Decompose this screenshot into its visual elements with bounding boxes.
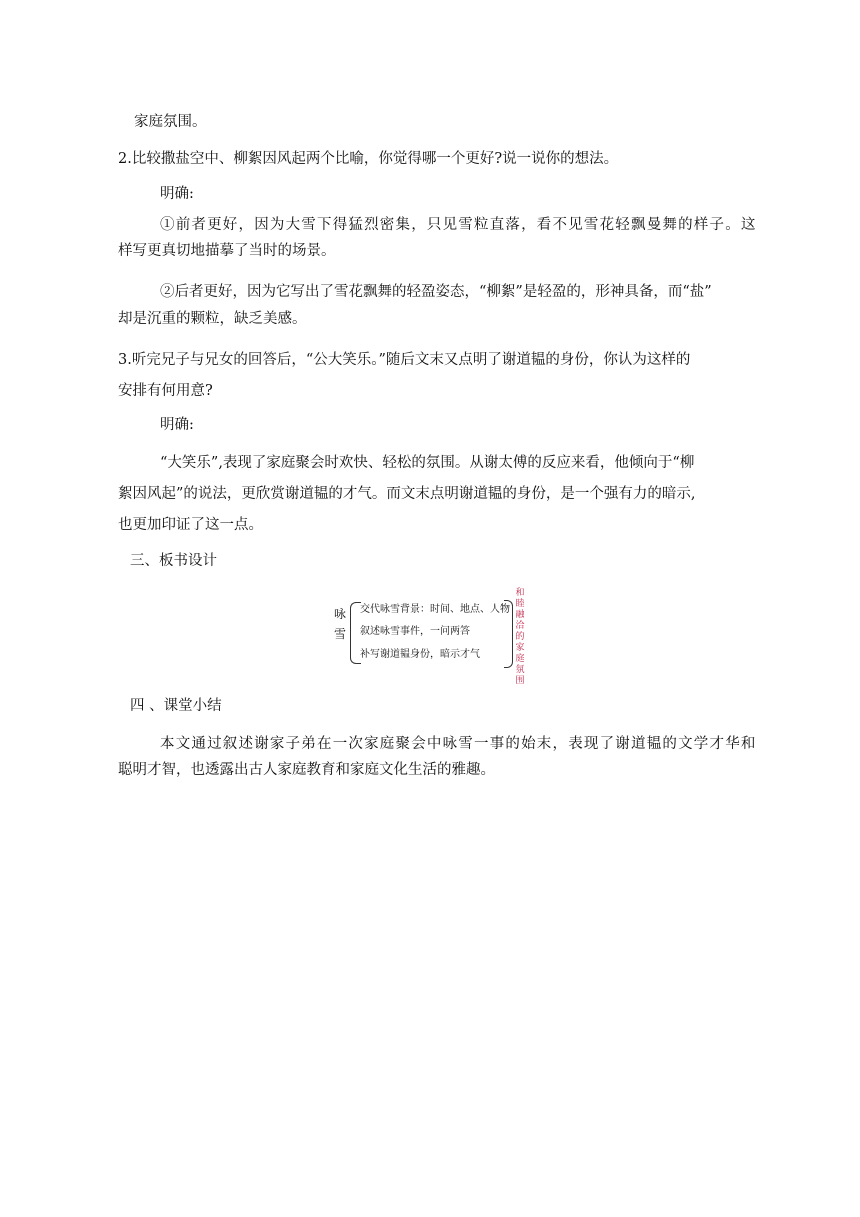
text-line: 安排有何用意? [118,383,213,399]
board-design-diagram [332,588,532,686]
question-3: 3.听完兄子与兄女的回答后，“公大笑乐。”随后文末又点明了谢道韫的身份，你认为这样的 [118,352,691,368]
question-2: 2.比较撒盐空中、柳絮因风起两个比喻，你觉得哪一个更好?说一说你的想法。 [118,151,619,167]
section-heading: 三、板书设计 [130,553,217,569]
text-line: 样写更真切地描摹了当时的场景。 [118,243,336,259]
text-line: 家庭氛围。 [134,114,207,130]
board-item: 叙述咏雪事件，一问两答 [360,626,470,637]
board-item: 补写谢道韫身份，暗示才气 [360,649,480,660]
text-line: “大笑乐”,表现了家庭聚会时欢快、轻松的氛围。从谢太傅的反应来看，他倾向于“柳 [160,455,695,471]
answer-label: 明确: [160,186,194,202]
text-line: 也更加印证了这一点。 [118,517,263,533]
board-item: 交代咏雪背景：时间、地点、人物 [360,604,510,615]
board-summary: 和睦融洽的家庭氛围 [515,588,525,686]
text-line: 聪明才智，也透露出古人家庭教育和家庭文化生活的雅趣。 [118,762,495,778]
text-line: ②后者更好，因为它写出了雪花飘舞的轻盈姿态，“柳絮”是轻盈的，形神具备，而“盐” [160,284,712,300]
text-line: 却是沉重的颗粒，缺乏美感。 [118,311,307,327]
board-title: 咏雪 [333,607,346,641]
section-heading: 四 、课堂小结 [130,698,222,714]
right-brace [504,600,513,668]
text-line: ①前者更好，因为大雪下得猛烈密集，只见雪粒直落，看不见雪花轻飘曼舞的样子。这 [160,217,757,233]
text-line: 絮因风起”的说法，更欣赏谢道韫的才气。而文末点明谢道韫的身份，是一个强有力的暗示, [118,486,696,502]
answer-label: 明确: [160,417,194,433]
text-line: 本文通过叙述谢家子弟在一次家庭聚会中咏雪一事的始末，表现了谢道韫的文学才华和 [160,736,757,752]
